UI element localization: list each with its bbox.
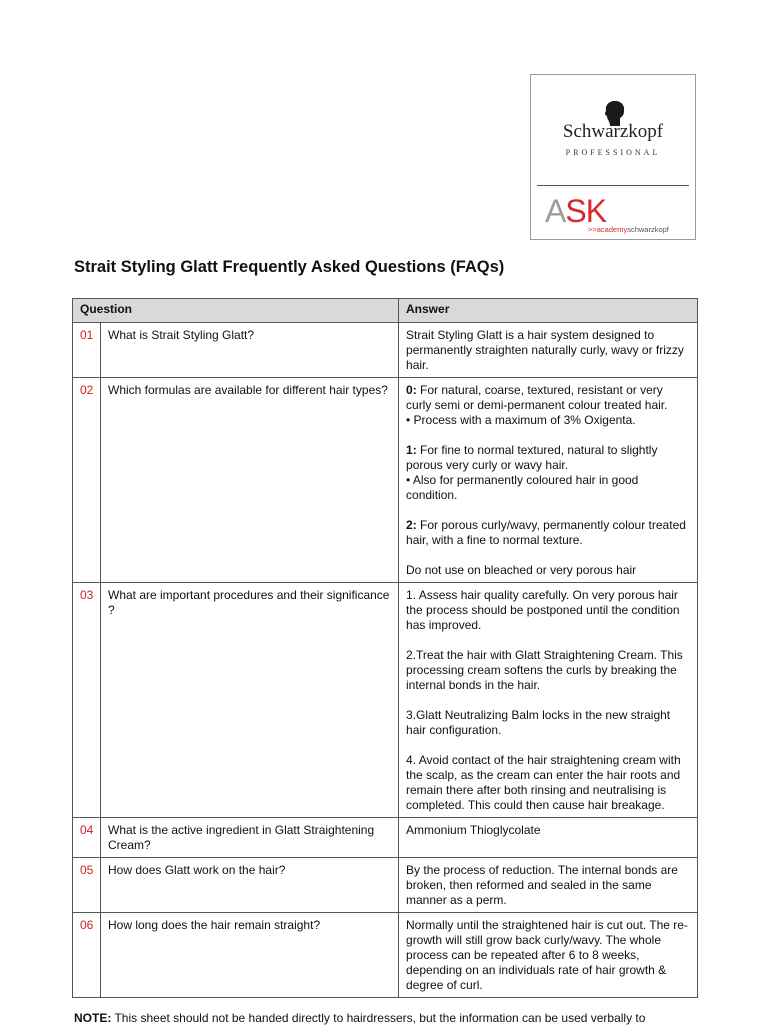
table-header-row — [73, 299, 698, 323]
note-text: This sheet should not be handed directly to hairdressers, but the information can be used verbally to — [111, 1011, 646, 1025]
ask-a: A — [545, 193, 566, 229]
procedure-3: 3.Glatt Neutralizing Balm locks in the new straight hair configuration. — [406, 708, 671, 737]
ask-sk: SK — [565, 193, 607, 229]
formula-0 — [406, 383, 691, 413]
formula-2-label: 2: — [406, 518, 417, 532]
answer-cell: By the process of reduction. The internal bonds are broken, then reformed and sealed in the same manner as a perm. — [399, 858, 698, 913]
question-cell: What is the active ingredient in Glatt Straightening Cream? — [101, 818, 399, 858]
formula-1-bullet: • Also for permanently coloured hair in good condition. — [406, 473, 639, 502]
question-cell: Which formulas are available for different hair types? — [101, 378, 399, 583]
formula-1 — [406, 443, 691, 473]
faq-table — [72, 298, 698, 998]
table-row — [73, 913, 698, 998]
procedure-4: 4. Avoid contact of the hair straightening cream with the scalp, as the cream can enter the hair roots and remain there after both rinsing and neutralising is completed. This could then cause hair breakage. — [406, 753, 681, 812]
answer-cell: Ammonium Thioglycolate — [399, 818, 698, 858]
table-row — [73, 378, 698, 583]
page-title: Strait Styling Glatt Frequently Asked Questions (FAQs) — [74, 258, 505, 276]
note-label: NOTE: — [74, 1011, 112, 1025]
formula-0-label: 0: — [406, 383, 417, 397]
brand-subtitle: PROFESSIONAL — [565, 148, 661, 157]
answer-cell: Strait Styling Glatt is a hair system designed to permanently straighten naturally curly, wavy or frizzy hair. — [399, 323, 698, 378]
formula-2-text: For porous curly/wavy, permanently colour treated hair, with a fine to normal texture. — [406, 518, 686, 547]
footer-note — [74, 1011, 645, 1025]
table-row — [73, 323, 698, 378]
question-cell: How long does the hair remain straight? — [101, 913, 399, 998]
answer-cell: Normally until the straightened hair is cut out. The re-growth will still grow back curly/wavy. The whole process can be repeated after 6 to 8 weeks, depending on an individuals rate of hair growth & degree of curl. — [399, 913, 698, 998]
academy-suffix: schwarzkopf — [627, 225, 669, 234]
answer-cell — [399, 583, 698, 818]
brand-name: Schwarzkopf — [562, 121, 664, 142]
question-cell: What are important procedures and their significance ? — [101, 583, 399, 818]
formula-1-text: For fine to normal textured, natural to slightly porous very curly or wavy hair. — [406, 443, 658, 472]
question-cell: What is Strait Styling Glatt? — [101, 323, 399, 378]
procedure-1: 1. Assess hair quality carefully. On very porous hair the process should be postponed until the condition has improved. — [406, 588, 680, 632]
logo-divider — [537, 185, 689, 186]
question-cell: How does Glatt work on the hair? — [101, 858, 399, 913]
formula-warning: Do not use on bleached or very porous hair — [406, 563, 637, 577]
header-answer: Answer — [399, 299, 698, 323]
row-number: 03 — [73, 583, 101, 818]
table-row — [73, 818, 698, 858]
formula-0-bullet: • Process with a maximum of 3% Oxigenta. — [406, 413, 636, 427]
formula-0-text: For natural, coarse, textured, resistant or very curly semi or demi-permanent colour treated hair. — [406, 383, 668, 412]
formula-1-label: 1: — [406, 443, 417, 457]
academy-prefix: >>academy — [588, 225, 628, 234]
academy-tagline — [588, 225, 669, 234]
row-number: 02 — [73, 378, 101, 583]
header-question: Question — [73, 299, 399, 323]
schwarzkopf-logo — [530, 74, 696, 240]
row-number: 01 — [73, 323, 101, 378]
row-number: 05 — [73, 858, 101, 913]
row-number: 06 — [73, 913, 101, 998]
table-row — [73, 583, 698, 818]
answer-cell — [399, 378, 698, 583]
table-row — [73, 858, 698, 913]
formula-2 — [406, 518, 691, 548]
procedure-2: 2.Treat the hair with Glatt Straightening Cream. This processing cream softens the curls by breaking the internal bonds in the hair. — [406, 648, 683, 692]
row-number: 04 — [73, 818, 101, 858]
